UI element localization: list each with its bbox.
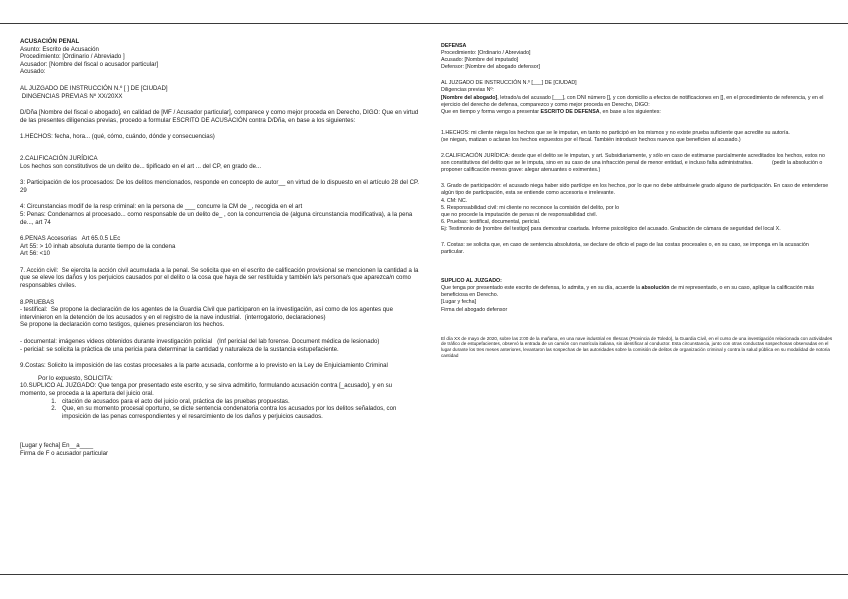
defensa-acusado: Acusado: [Nombre del imputado] [441, 57, 519, 64]
defensa-pruebas: 6. Pruebas: testifical, documental, pericial. [441, 218, 541, 225]
acusacion-juzgado: AL JUZGADO DE INSTRUCCIÓN N.º [ ] DE [CIUDAD] [20, 84, 168, 92]
acusacion-documental: - documental: imágenes videos obtenidos durante investigación policial (Inf pericial del lab forense. Document médica de lesionado) [20, 338, 380, 346]
defensa-intro-text: , letrado/a del acusado [___], con DNI número [], y con domicilio a efectos de notificaciones en [], en el procedimiento de referencia, y en el ejercicio del derecho de defensa, comparezco y como mejor proceda en Derecho, DIGO: [441, 94, 825, 108]
defensa-suplico-b: de mi representado, o en su caso, aplique la calificación más beneficiosa en Derecho. [441, 285, 816, 299]
acusacion-art56: Art 56: <10 [20, 250, 50, 258]
top-border-line [0, 23, 848, 24]
list-item: 1. citación de acusados para el acto del juicio oral, práctica de las pruebas propuestas. [58, 398, 420, 406]
defensa-diligencias: Diligencias previas Nº: [441, 87, 494, 94]
acusacion-lugar-fecha: [Lugar y fecha] En__a____ [20, 442, 94, 450]
acusacion-asunto: Asunto: Escrito de Acusación [20, 45, 99, 53]
defensa-calificacion: 2.CALIFICACIÓN JURÍDICA: desde que el delito se le imputan, y art. Subsidiariamente, y sólo en caso de estimarse parcialmente acreditados los hechos, estos no son constitutivos del delito que se le imputa, sino en su caso de una infracción penal de menor entidad, e incluso falta administrativa. (pedir la absolución o proponer calificación menos grave: alegar atenuantes o eximentes.) [441, 153, 827, 174]
defensa-cm: 4. CM: NC. [441, 197, 468, 204]
defensa-absolucion-label: absolución [641, 285, 670, 292]
defensa-lugar-fecha: [Lugar y fecha] [441, 299, 477, 306]
defensa-responsabilidad-b: que no procede la imputación de penas ni de responsabilidad civil. [441, 211, 598, 218]
acusacion-acusado: Acusado: [20, 68, 46, 76]
acusacion-hechos: 1.HECHOS: fecha, hora... (qué, cómo, cuándo, dónde y consecuencias) [20, 133, 215, 141]
acusacion-circunstancias: 4: Circunstancias modif de la resp criminal: en la persona de ___ concurre la CM de _, recogida en el art [20, 203, 303, 211]
defensa-intro [441, 95, 833, 109]
defensa-hechos-nota: (se niegan, matizan o aclaran los hechos expuestos por el fiscal. También introducir hechos nuevos que beneficien al acusado.) [441, 136, 741, 143]
acusacion-suplico: 10.SUPLICO AL JUZGADO: Que tenga por presentado este escrito, y se sirva admitirlo, formulando acusación contra [_acusado], y en su momento, se proceda a la apertura del juicio oral. [20, 382, 394, 397]
acusacion-procedimiento: Procedimiento: [Ordinario / Abreviado ] [20, 53, 125, 61]
acusacion-title: ACUSACIÓN PENAL [20, 38, 80, 45]
acusacion-participacion: 3: Participación de los procesados: De los delitos mencionados, responde en concepto de autor__ en virtud de lo dispuesto en el artículo 28 del CP. 29 [20, 179, 438, 194]
list-item: 2. Que, en su momento procesal oportuno, se dicte sentencia condenatoria contra los acusados por los delitos señalados, con imposición de las penas correspondientes y el resarcimiento de los daños y perjuicios causados. [58, 405, 420, 420]
acusacion-accion-civil: 7. Acción civil: Se ejercita la acción civil acumulada a la penal. Se solicita que en el escrito de calificación provisional se mencionen la cantidad a la que se eleve los daños y los perjuicios causados por el delito o la cosa que haya de ser restituida y también la/s persona/s que aparezca/n como responsables civiles. [20, 266, 421, 290]
defensa-column [441, 38, 833, 359]
defensa-ejemplo: Ej: Testimonio de [nombre del testigo] para demostrar coartada. Informe psicológico del acusado. Grabación de cámara de seguridad del local X. [441, 225, 781, 232]
acusacion-intro: D/Dña [Nombre del fiscal o abogado], en calidad de [MF / Acusador particular], comparece y como mejor proceda en Derecho, DIGO: Que en virtud de las presentes diligencias previas, procedo a formular ESCRITO DE ACUSACIÓN contra D/Dña, en base a los siguientes: [20, 109, 421, 124]
defensa-juzgado: AL JUZGADO DE INSTRUCCIÓN N.º [___] DE [CIUDAD] [441, 80, 577, 87]
defensa-responsabilidad: 5. Responsabilidad civil: mi cliente no reconoce la comisión del delito, por lo [441, 204, 620, 211]
acusacion-acusador: Acusador: [Nombre del fiscal o acusador particular] [20, 60, 159, 68]
defensa-procedimiento: Procedimiento: [Ordinario / Abreviado] [441, 50, 531, 57]
defensa-hechos: 1.HECHOS: mi cliente niega los hechos que se le imputan, en tanto no participó en los mismos y no existe prueba suficiente que acredite su autoría. [441, 129, 790, 136]
acusacion-testifical: - testifical: Se propone la declaración de los agentes de la Guardia Civil que participaron en la investigación, así como de los agentes que intervinieron en la detención de los acusados y en el registro de la nave industrial. (interrogatorio, declaraciones) [20, 306, 395, 321]
acusacion-calificacion-text: Los hechos son constitutivos de un delito de... tipificado en el art ... del CP, en grado de... [20, 162, 262, 170]
defensa-tiempo [441, 109, 833, 116]
acusacion-calificacion-title: 2.CALIFICACIÓN JURÍDICA [20, 154, 98, 162]
acusacion-costas: 9.Costas: Solicito la imposición de las costas procesales a la parte acusada, conforme a lo previsto en la Ley de Enjuiciamiento Criminal [20, 362, 388, 370]
defensa-participacion: 3. Grado de participación: el acusado niega haber sido partícipe en los hechos, por lo que no debe atribuirsele grado alguno de participación. En caso de entenderse algún tipo de participación, esta se entiende como accesoria e irrelevante. [441, 183, 830, 197]
defensa-suplico [441, 285, 833, 299]
acusacion-column [20, 38, 438, 458]
defensa-costas: 7. Costas: se solicita que, en caso de sentencia absolutoria, se declare de oficio el pago de las costas procesales o, en su caso, se imponga en la acusación particular. [441, 241, 811, 256]
defensa-escrito-label: ESCRITO DE DEFENSA [540, 108, 600, 115]
defensa-tiempo-b: , en base a los siguientes: [599, 108, 661, 115]
defensa-suplico-title: SUPLICO AL JUZGADO: [441, 278, 502, 285]
acusacion-art55: Art 55: > 10 inhab absoluta durante tiempo de la condena [20, 242, 176, 250]
defensa-firma: Firma del abogado defensor [441, 306, 508, 313]
acusacion-por-expuesto: Por lo expuesto, SOLICITA: [38, 374, 113, 382]
acusacion-pruebas-title: 8.PRUEBAS [20, 298, 55, 306]
defensa-suplico-a: Que tenga por presentado este escrito de defensa, lo admita, y en su día, acuerde la [441, 285, 642, 292]
defensa-title: DEFENSA [441, 43, 467, 49]
acusacion-penas-accesorias: 6.PENAS Accesorias Art 65.0.5 LEc [20, 235, 121, 243]
acusacion-firma: Firma de F o acusador particular [20, 449, 109, 457]
defensa-defensor: Defensor: [Nombre del abogado defensor] [441, 64, 540, 71]
acusacion-penas: 5: Penas: Condenarnos al procesado... como responsable de un delito de_ , con la concurrencia de (alguna circunstancia modificativa), a la pena de..., art 74 [20, 210, 414, 226]
defensa-tiempo-a: Que en tiempo y forma vengo a presentar [441, 108, 541, 115]
acusacion-testigos: Se propone la declaración como testigos, quienes presenciaron los hechos. [20, 321, 225, 329]
acusacion-solicitudes-list [20, 398, 420, 421]
caso-practico-text: El día XX de mayo de 2020, sobre las 2:00 de la mañana, en una nave industrial en Illescas (Provincia de Toledo), la Guardia Civil, en el curso de una investigación relacionada con actividades de tráfico de estupefacientes, observó la entrada de un camión con matrícula italiana, sin identificar al conductor. Esta circunstancia, junto con otras conductas sospechosas observadas en el lugar durante los tres meses anteriores, levantaron las sospechas de las autoridades sobre la comisión de delitos de organización criminal y contra la salud pública en su modalidad de notoria cantidad [441, 335, 834, 359]
bottom-border-line [0, 574, 848, 575]
defensa-abogado-name: [Nombre del abogado] [441, 94, 498, 101]
acusacion-pericial: - pericial: se solicita la práctica de una pericia para determinar la cantidad y naturaleza de la sustancia estupefaciente. [20, 345, 339, 353]
acusacion-diligencias: DINGENCIAS PREVIAS Nº XX/20XX [20, 92, 123, 100]
